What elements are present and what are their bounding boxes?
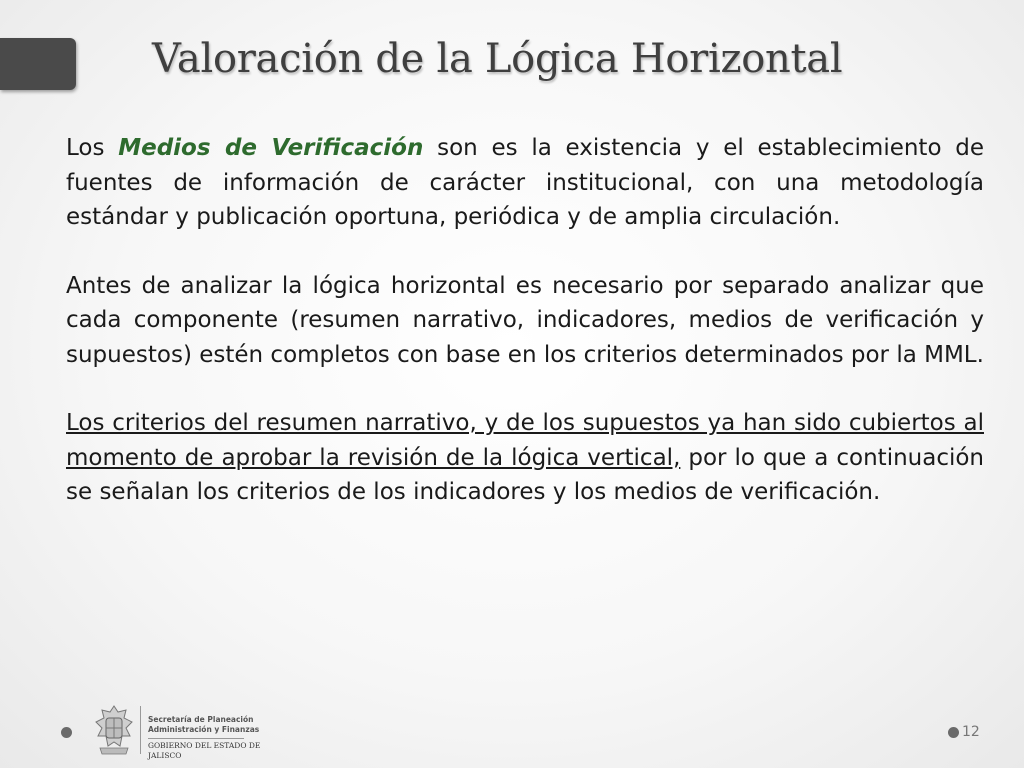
logo-line-2: Administración y Finanzas <box>148 725 260 734</box>
logo-rule <box>148 735 244 739</box>
jalisco-coat-of-arms-icon <box>92 702 136 756</box>
slide-title: Valoración de la Lógica Horizontal <box>152 36 843 82</box>
paragraph-1 <box>66 131 984 235</box>
logo-divider <box>140 706 141 754</box>
paragraph-1-post: son es la existencia y el establecimiento de fuentes de información de carácter institucional, con una metodología estándar y publicación oportuna, periódica y de amplia circulación. <box>66 135 985 230</box>
paragraph-3-rest: por lo que a continuación se señalan los criterios de los indicadores y los medios de verificación. <box>66 444 985 505</box>
slide-body <box>66 131 984 544</box>
paragraph-2: Antes de analizar la lógica horizontal es necesario por separado analizar que cada componente (resumen narrativo, indicadores, medios de verificación y supuestos) estén completos con base en los criterios determinados por la MML. <box>66 272 984 368</box>
underlined-text: Los criterios del resumen narrativo, y de los supuestos ya han sido cubiertos al momento de aprobar la revisión de la lógica vertical, <box>66 410 984 471</box>
logo-line-3: GOBIERNO DEL ESTADO DE JALISCO <box>148 741 261 760</box>
page-number: 12 <box>962 724 980 740</box>
title-tab-decoration <box>0 38 76 90</box>
footer-left-dot <box>61 727 72 738</box>
paragraph-1-pre: Los <box>66 135 119 161</box>
logo-line-1: Secretaría de Planeación <box>148 715 254 724</box>
footer-logo <box>92 702 262 758</box>
paragraph-3 <box>66 406 984 510</box>
footer-right-dot <box>948 727 959 738</box>
highlight-medios-verificacion: Medios de Verificación <box>118 135 424 161</box>
logo-text <box>148 715 262 761</box>
